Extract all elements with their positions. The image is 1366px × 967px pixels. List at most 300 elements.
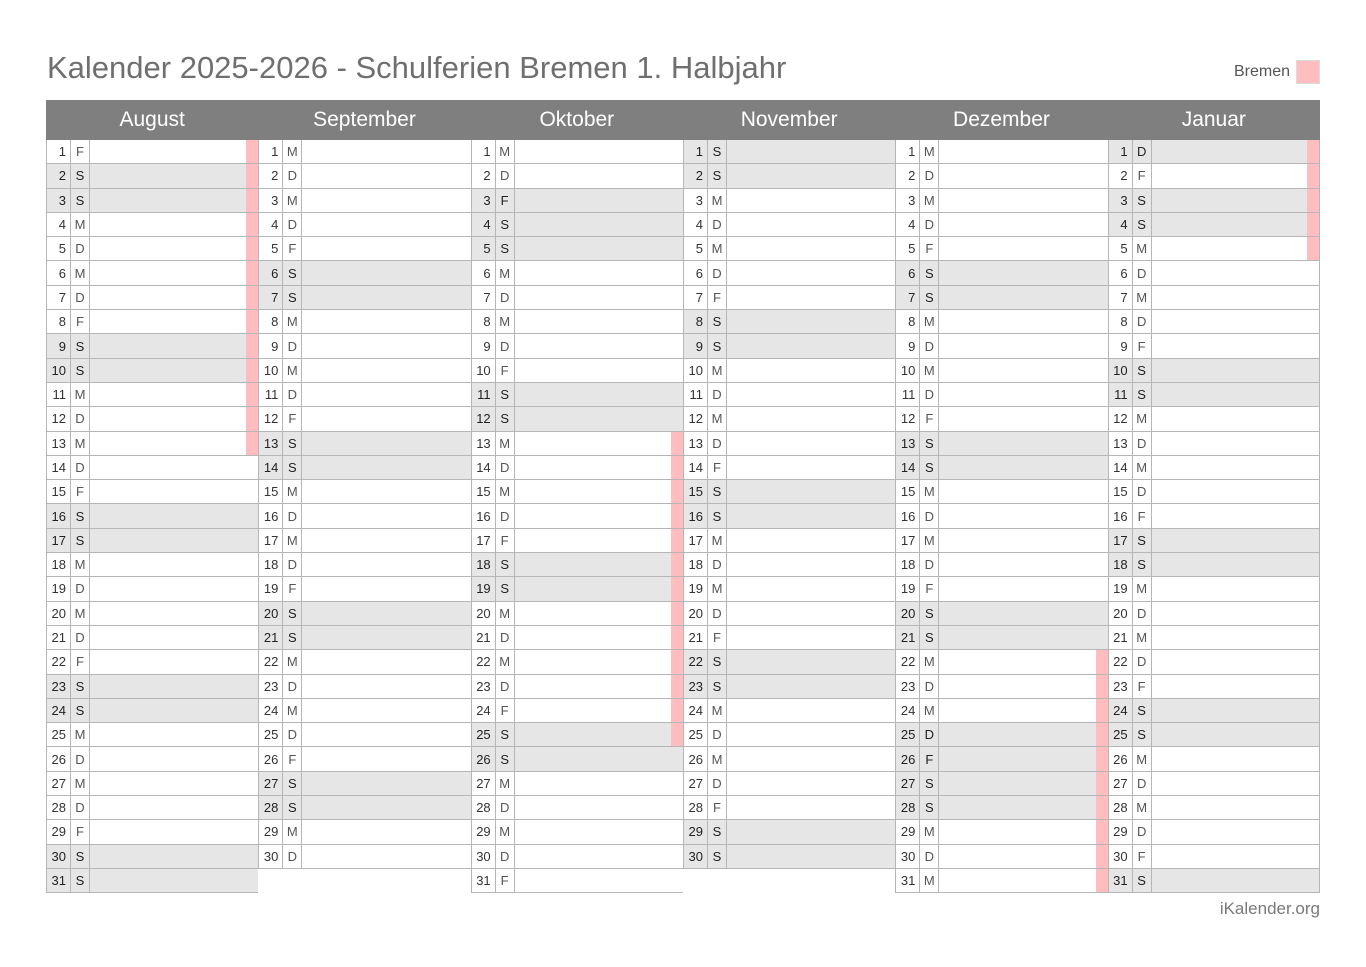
holiday-marker — [1096, 772, 1108, 795]
weekday-letter: F — [708, 796, 727, 819]
day-row — [683, 334, 895, 358]
weekday-letter: D — [283, 723, 302, 746]
day-cell — [302, 577, 470, 600]
day-cell — [1152, 626, 1319, 649]
weekday-letter: S — [708, 675, 727, 698]
day-cell — [302, 820, 470, 843]
day-cell — [1152, 577, 1319, 600]
day-cell — [515, 480, 683, 503]
holiday-marker — [1096, 650, 1108, 673]
weekday-letter: M — [708, 189, 727, 212]
day-cell — [727, 164, 895, 187]
day-number: 30 — [47, 845, 71, 868]
day-row — [46, 237, 258, 261]
month-column-dezember — [895, 140, 1107, 893]
day-cell — [302, 164, 470, 187]
day-number: 23 — [472, 675, 496, 698]
holiday-marker — [1307, 189, 1319, 212]
day-row — [683, 650, 895, 674]
weekday-letter: S — [920, 796, 939, 819]
day-row — [1108, 772, 1320, 796]
day-number: 5 — [684, 237, 708, 260]
day-cell — [90, 310, 258, 333]
weekday-letter: M — [1133, 286, 1152, 309]
day-cell — [939, 213, 1107, 236]
day-cell — [727, 626, 895, 649]
day-number: 24 — [1109, 699, 1133, 722]
day-row — [471, 140, 683, 164]
day-row — [683, 359, 895, 383]
day-row — [471, 359, 683, 383]
day-number: 9 — [684, 334, 708, 357]
day-row — [46, 820, 258, 844]
weekday-letter: M — [496, 432, 515, 455]
day-row — [471, 432, 683, 456]
day-row — [683, 480, 895, 504]
day-cell — [90, 869, 258, 892]
weekday-letter: D — [71, 747, 90, 770]
day-number: 31 — [1109, 869, 1133, 892]
weekday-letter: F — [71, 820, 90, 843]
day-cell — [939, 359, 1107, 382]
day-cell — [939, 820, 1107, 843]
day-row — [258, 286, 470, 310]
day-row — [1108, 480, 1320, 504]
weekday-letter: M — [920, 310, 939, 333]
day-cell — [939, 237, 1107, 260]
day-row — [895, 626, 1107, 650]
day-cell — [727, 261, 895, 284]
day-row — [895, 189, 1107, 213]
day-cell — [302, 456, 470, 479]
day-number: 5 — [896, 237, 920, 260]
day-row — [471, 602, 683, 626]
day-row — [1108, 407, 1320, 431]
day-row — [258, 675, 470, 699]
day-row — [683, 310, 895, 334]
day-row — [1108, 237, 1320, 261]
day-number: 6 — [472, 261, 496, 284]
day-cell — [727, 796, 895, 819]
day-number: 29 — [896, 820, 920, 843]
weekday-letter: F — [283, 747, 302, 770]
day-row — [683, 772, 895, 796]
day-number: 26 — [896, 747, 920, 770]
day-row — [258, 189, 470, 213]
day-number: 17 — [1109, 529, 1133, 552]
day-number: 21 — [47, 626, 71, 649]
weekday-letter: F — [920, 407, 939, 430]
weekday-letter: D — [283, 553, 302, 576]
holiday-marker — [246, 213, 258, 236]
day-number: 8 — [472, 310, 496, 333]
weekday-letter: S — [283, 456, 302, 479]
day-cell — [90, 602, 258, 625]
day-row — [1108, 845, 1320, 869]
day-row — [46, 310, 258, 334]
day-row — [895, 456, 1107, 480]
day-row — [258, 796, 470, 820]
day-cell — [515, 820, 683, 843]
weekday-letter: M — [71, 723, 90, 746]
weekday-letter: S — [920, 602, 939, 625]
day-number: 16 — [472, 504, 496, 527]
day-cell — [90, 189, 258, 212]
day-cell — [727, 310, 895, 333]
day-cell — [302, 796, 470, 819]
day-cell — [939, 480, 1107, 503]
day-row — [895, 650, 1107, 674]
calendar — [46, 100, 1320, 893]
day-number: 14 — [684, 456, 708, 479]
day-number: 19 — [47, 577, 71, 600]
day-number: 20 — [684, 602, 708, 625]
day-row — [471, 650, 683, 674]
weekday-letter: D — [708, 553, 727, 576]
day-number: 3 — [47, 189, 71, 212]
day-number: 22 — [47, 650, 71, 673]
day-cell — [90, 334, 258, 357]
day-row — [46, 772, 258, 796]
weekday-letter: S — [708, 480, 727, 503]
weekday-letter: S — [496, 213, 515, 236]
day-number: 15 — [1109, 480, 1133, 503]
day-row — [471, 480, 683, 504]
weekday-letter: D — [496, 626, 515, 649]
weekday-letter: D — [708, 772, 727, 795]
weekday-letter: S — [283, 772, 302, 795]
day-row — [895, 334, 1107, 358]
weekday-letter: M — [71, 553, 90, 576]
day-row — [1108, 456, 1320, 480]
weekday-letter: S — [283, 261, 302, 284]
day-cell — [515, 675, 683, 698]
day-number: 12 — [259, 407, 283, 430]
weekday-letter: M — [920, 699, 939, 722]
weekday-letter: D — [1133, 602, 1152, 625]
day-row — [46, 869, 258, 893]
day-number: 27 — [684, 772, 708, 795]
weekday-letter: S — [283, 602, 302, 625]
day-cell — [1152, 383, 1319, 406]
weekday-letter: M — [708, 699, 727, 722]
weekday-letter: F — [283, 577, 302, 600]
day-cell — [302, 432, 470, 455]
day-row — [258, 140, 470, 164]
day-row — [683, 626, 895, 650]
weekday-letter: D — [708, 432, 727, 455]
day-cell — [939, 407, 1107, 430]
day-cell — [727, 577, 895, 600]
day-number: 3 — [472, 189, 496, 212]
day-number: 3 — [1109, 189, 1133, 212]
day-number: 15 — [684, 480, 708, 503]
holiday-marker — [671, 723, 683, 746]
day-number: 1 — [896, 140, 920, 163]
day-row — [258, 602, 470, 626]
day-cell — [90, 845, 258, 868]
day-cell — [515, 432, 683, 455]
weekday-letter: S — [496, 577, 515, 600]
day-number: 11 — [1109, 383, 1133, 406]
holiday-marker — [1307, 164, 1319, 187]
day-cell — [90, 407, 258, 430]
holiday-marker — [246, 310, 258, 333]
day-cell — [727, 237, 895, 260]
weekday-letter: D — [1133, 140, 1152, 163]
day-cell — [515, 869, 683, 892]
day-number: 28 — [472, 796, 496, 819]
day-cell — [727, 675, 895, 698]
month-column-januar — [1108, 140, 1320, 893]
day-number: 10 — [896, 359, 920, 382]
day-number: 4 — [684, 213, 708, 236]
day-cell — [939, 675, 1107, 698]
weekday-letter: S — [1133, 699, 1152, 722]
day-cell — [939, 189, 1107, 212]
day-number: 19 — [896, 577, 920, 600]
day-number: 14 — [472, 456, 496, 479]
weekday-letter: M — [283, 359, 302, 382]
weekday-letter: S — [920, 772, 939, 795]
day-cell — [302, 407, 470, 430]
day-cell — [939, 504, 1107, 527]
day-row — [895, 359, 1107, 383]
day-row — [683, 432, 895, 456]
day-cell — [302, 359, 470, 382]
day-number: 23 — [259, 675, 283, 698]
day-number: 4 — [896, 213, 920, 236]
day-number: 8 — [896, 310, 920, 333]
day-cell — [515, 140, 683, 163]
day-row — [683, 723, 895, 747]
day-number: 12 — [1109, 407, 1133, 430]
day-cell — [939, 456, 1107, 479]
day-cell — [515, 626, 683, 649]
day-row — [258, 650, 470, 674]
month-header-oktober: Oktober — [539, 108, 615, 131]
day-cell — [90, 650, 258, 673]
day-number: 2 — [1109, 164, 1133, 187]
weekday-letter: D — [71, 286, 90, 309]
day-cell — [90, 213, 258, 236]
day-row — [895, 407, 1107, 431]
day-cell — [939, 772, 1107, 795]
day-cell — [939, 529, 1107, 552]
day-row — [471, 261, 683, 285]
day-number: 16 — [896, 504, 920, 527]
day-number: 2 — [259, 164, 283, 187]
weekday-letter: S — [71, 699, 90, 722]
weekday-letter: F — [708, 456, 727, 479]
weekday-letter: D — [920, 675, 939, 698]
weekday-letter: M — [71, 213, 90, 236]
weekday-letter: D — [496, 334, 515, 357]
weekday-letter: M — [920, 359, 939, 382]
day-number: 20 — [1109, 602, 1133, 625]
day-number: 18 — [684, 553, 708, 576]
day-number: 17 — [684, 529, 708, 552]
weekday-letter: S — [708, 820, 727, 843]
day-number: 15 — [896, 480, 920, 503]
day-number: 21 — [259, 626, 283, 649]
weekday-letter: M — [920, 650, 939, 673]
weekday-letter: D — [920, 845, 939, 868]
day-row — [258, 820, 470, 844]
day-cell — [515, 359, 683, 382]
day-number: 13 — [259, 432, 283, 455]
weekday-letter: M — [496, 602, 515, 625]
weekday-letter: S — [496, 553, 515, 576]
weekday-letter: M — [1133, 796, 1152, 819]
weekday-letter: F — [496, 189, 515, 212]
weekday-letter: S — [920, 432, 939, 455]
day-number: 27 — [1109, 772, 1133, 795]
day-number: 23 — [896, 675, 920, 698]
holiday-marker — [671, 650, 683, 673]
day-number: 16 — [1109, 504, 1133, 527]
day-row — [46, 456, 258, 480]
day-row — [1108, 553, 1320, 577]
day-cell — [1152, 213, 1319, 236]
day-number: 24 — [896, 699, 920, 722]
day-number: 15 — [472, 480, 496, 503]
day-number: 22 — [259, 650, 283, 673]
day-number: 7 — [47, 286, 71, 309]
day-cell — [515, 456, 683, 479]
day-row — [258, 237, 470, 261]
weekday-letter: D — [708, 213, 727, 236]
holiday-marker — [671, 456, 683, 479]
day-row — [683, 675, 895, 699]
day-cell — [727, 529, 895, 552]
day-number: 24 — [47, 699, 71, 722]
day-row — [471, 845, 683, 869]
day-row — [683, 164, 895, 188]
day-row — [471, 796, 683, 820]
weekday-letter: S — [71, 675, 90, 698]
weekday-letter: M — [71, 432, 90, 455]
day-number: 30 — [896, 845, 920, 868]
holiday-marker — [1096, 723, 1108, 746]
day-cell — [939, 164, 1107, 187]
day-number: 7 — [259, 286, 283, 309]
weekday-letter: D — [920, 723, 939, 746]
day-row — [895, 772, 1107, 796]
weekday-letter: S — [1133, 529, 1152, 552]
day-cell — [302, 480, 470, 503]
weekday-letter: F — [1133, 334, 1152, 357]
weekday-letter: D — [1133, 820, 1152, 843]
day-number: 25 — [259, 723, 283, 746]
weekday-letter: D — [71, 577, 90, 600]
day-row — [895, 261, 1107, 285]
day-cell — [939, 747, 1107, 770]
weekday-letter: S — [71, 504, 90, 527]
day-number: 5 — [259, 237, 283, 260]
weekday-letter: M — [283, 650, 302, 673]
day-cell — [939, 723, 1107, 746]
day-cell — [90, 237, 258, 260]
day-number: 15 — [47, 480, 71, 503]
day-cell — [515, 845, 683, 868]
weekday-letter: M — [283, 699, 302, 722]
day-number: 8 — [1109, 310, 1133, 333]
day-number: 23 — [47, 675, 71, 698]
day-row — [46, 480, 258, 504]
month-column-september — [258, 140, 470, 893]
day-row — [683, 383, 895, 407]
day-number: 20 — [896, 602, 920, 625]
weekday-letter: F — [283, 407, 302, 430]
page-title: Kalender 2025-2026 - Schulferien Bremen 1. Halbjahr — [47, 50, 787, 85]
day-cell — [302, 383, 470, 406]
day-cell — [302, 310, 470, 333]
day-row — [471, 529, 683, 553]
day-cell — [939, 699, 1107, 722]
holiday-marker — [671, 675, 683, 698]
day-number: 8 — [47, 310, 71, 333]
day-cell — [90, 261, 258, 284]
day-number: 19 — [684, 577, 708, 600]
day-number: 29 — [684, 820, 708, 843]
day-cell — [90, 772, 258, 795]
day-cell — [90, 723, 258, 746]
holiday-marker — [671, 602, 683, 625]
day-row — [895, 480, 1107, 504]
day-number: 12 — [472, 407, 496, 430]
holiday-marker — [246, 140, 258, 163]
day-row — [1108, 310, 1320, 334]
day-number: 21 — [896, 626, 920, 649]
weekday-letter: M — [283, 820, 302, 843]
day-cell — [939, 286, 1107, 309]
day-row — [895, 164, 1107, 188]
day-number: 12 — [684, 407, 708, 430]
day-number: 11 — [684, 383, 708, 406]
day-cell — [727, 140, 895, 163]
day-number: 13 — [896, 432, 920, 455]
weekday-letter: F — [1133, 845, 1152, 868]
weekday-letter: M — [920, 869, 939, 892]
day-number: 30 — [259, 845, 283, 868]
day-number: 8 — [684, 310, 708, 333]
day-cell — [90, 359, 258, 382]
weekday-letter: F — [496, 359, 515, 382]
holiday-marker — [1096, 747, 1108, 770]
day-row — [1108, 286, 1320, 310]
weekday-letter: M — [708, 407, 727, 430]
day-row — [471, 383, 683, 407]
day-cell — [1152, 407, 1319, 430]
day-row — [683, 699, 895, 723]
day-row — [258, 699, 470, 723]
weekday-letter: S — [708, 140, 727, 163]
day-row — [895, 504, 1107, 528]
legend — [1234, 60, 1320, 84]
day-row — [895, 723, 1107, 747]
day-cell — [515, 553, 683, 576]
day-number: 23 — [684, 675, 708, 698]
day-cell — [515, 796, 683, 819]
day-number: 22 — [896, 650, 920, 673]
day-row — [1108, 383, 1320, 407]
holiday-marker — [246, 189, 258, 212]
weekday-letter: D — [283, 334, 302, 357]
day-cell — [939, 310, 1107, 333]
day-number: 26 — [259, 747, 283, 770]
day-row — [1108, 869, 1320, 893]
